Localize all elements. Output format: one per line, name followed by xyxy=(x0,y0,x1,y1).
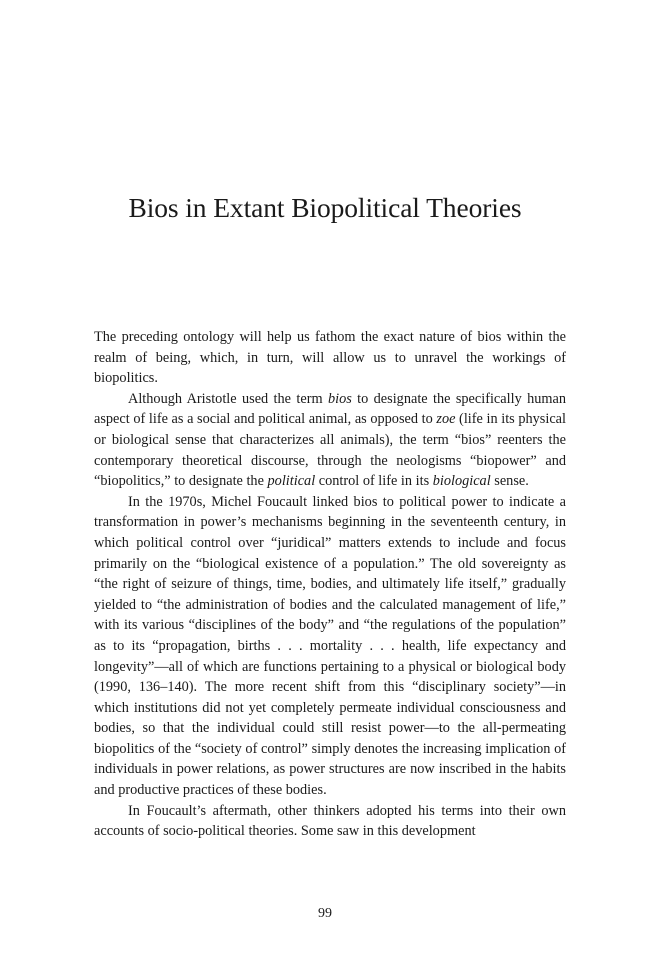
italic-term-zoe: zoe xyxy=(436,411,456,428)
italic-term-bios: bios xyxy=(327,390,352,407)
paragraph-2 xyxy=(94,389,566,492)
text-run: Although Aristotle used the term xyxy=(128,390,328,407)
paragraph-1: The preceding ontology will help us fathom the exact nature of bios within the realm of being, which, in turn, will allow us to unravel the workings of biopolitics. xyxy=(94,329,566,387)
chapter-title: Bios in Extant Biopolitical Theories xyxy=(128,192,522,223)
italic-term-political: political xyxy=(267,473,316,490)
paragraph-3: In the 1970s, Michel Foucault linked bios to political power to indicate a transformation in power’s mechanisms beginning in the seventeenth century, in which political control over “juridical” matters extends to include and focus primarily on the “biological existence of a population.” The old sovereignty as “the right of seizure of things, time, bodies, and ultimately life itself,” gradually yielded to “the administration of bodies and the calculated management of life,” with its various “disciplines of the body” and “the regulations of the population” as to its “propagation, births . . . mortality . . . health, life expectancy and longevity”—all of which are functions pertaining to a physical or biological body (1990, 136–140). The more recent shift from this “disciplinary society”—in which institutions did not yet completely permeate individual consciousness and bodies, so that the individual could still resist power—to the all-permeating biopolitics of the “society of control” simply denotes the increasing implication of individuals in power relations, as power structures are now inscribed in the habits and productive practices of these bodies. xyxy=(94,493,566,799)
text-run: control of life in its xyxy=(315,473,433,490)
italic-term-biological: biological xyxy=(432,473,491,490)
text-run: to designate the specifically human aspect of life as a social and political animal, as opposed to xyxy=(94,390,566,428)
paragraph-4: In Foucault’s aftermath, other thinkers adopted his terms into their own accounts of socio-political theories. Some saw in this development xyxy=(94,802,566,840)
text-run: sense. xyxy=(490,473,529,490)
page-number: 99 xyxy=(318,906,332,921)
text-run: (life in its physical or biological sense that characterizes all animals), the term “bios” reenters the contemporary theoretical discourse, through the neologisms “biopower” and “biopolitics,” to designate the xyxy=(94,411,566,490)
body-text xyxy=(94,327,566,842)
